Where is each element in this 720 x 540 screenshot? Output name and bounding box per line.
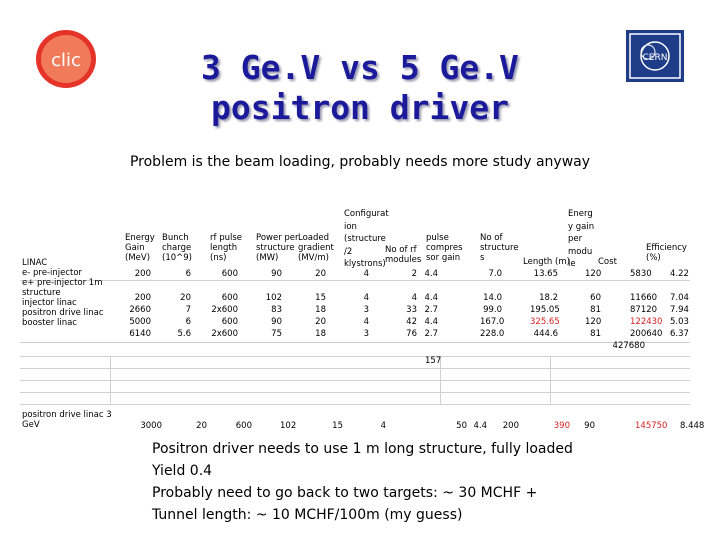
header-config: Configurat ion (structure /2 klystrons) bbox=[344, 209, 389, 269]
notes-block bbox=[152, 438, 573, 526]
header-energy: Energy Gain (MeV) bbox=[125, 233, 155, 263]
note-line: Yield 0.4 bbox=[152, 463, 213, 479]
header-loaded: Loaded gradient (MV/m) bbox=[298, 233, 334, 263]
header-pulse: pulse compres sor gain bbox=[426, 233, 463, 263]
subtitle: Problem is the beam loading, probably needs more study anyway bbox=[129, 154, 591, 170]
clic-logo-text: clic bbox=[51, 50, 81, 71]
title-line-1: 3 Ge.V vs 5 Ge.V bbox=[201, 48, 519, 87]
row-3gev-label: positron drive linac 3 GeV bbox=[22, 410, 112, 430]
header-rf: rf pulse length (ns) bbox=[210, 233, 242, 263]
header-bunch: Bunch charge (10^9) bbox=[162, 233, 192, 263]
cern-logo-text: CERN bbox=[642, 53, 668, 63]
header-structures: No of structure s bbox=[480, 233, 519, 263]
row-labels: LINAC e- pre-injector e+ pre-injector 1m structure injector linac positron drive linac booster linac bbox=[22, 258, 104, 328]
title-line-2: positron driver bbox=[210, 88, 509, 127]
header-power: Power per structure (MW) bbox=[256, 233, 299, 263]
header-efficiency: Efficiency (%) bbox=[646, 243, 687, 263]
misc-value-157: 157 bbox=[425, 356, 442, 366]
data-table: Energy Gain (MeV) Bunch charge (10^9) rf pulse length (ns) Power per structure (MW) Loaded gradient (MV/m) Configurat ion (structure /2 klystrons) No of rf modules pulse compres sor gain No of structure s Length (m) Energ y gain per modu le Cost Efficiency (%) LINAC e- pre-injector e+ pre-injector 1m structure injector linac positron drive linac booster linac 200 6 600 90 20 4 2 4.4 7.0 13.65 120 5830 4.22 200 20 600 102 15 4 4 4.4 14.0 18.2 60 11660 7.04 2660 7 2x600 83 18 3 33 2.7 99.0 195.05 81 87120 7.94 5000 6 600 90 20 4 42 4.4 167.0 325.65 120 122430 5.03 6140 5.6 2x600 75 18 3 76 2.7 228.0 444.6 81 200640 6.37 427680 157 positron drive linac 3 GeV 3000 20 600 102 15 4 50 4.4 200 390 90 145750 8.448 bbox=[22, 209, 705, 431]
total-cost: 427680 bbox=[612, 341, 645, 351]
note-line: Probably need to go back to two targets: ~ 30 MCHF + bbox=[152, 485, 538, 501]
header-rf-modules: No of rf modules bbox=[385, 245, 422, 265]
header-length: Length (m) bbox=[523, 257, 570, 267]
note-line: Positron driver needs to use 1 m long structure, fully loaded bbox=[152, 441, 573, 457]
note-line: Tunnel length: ~ 10 MCHF/100m (my guess) bbox=[152, 507, 463, 523]
header-cost: Cost bbox=[598, 257, 617, 267]
header-energy-gain: Energ y gain per modu le bbox=[568, 209, 595, 269]
